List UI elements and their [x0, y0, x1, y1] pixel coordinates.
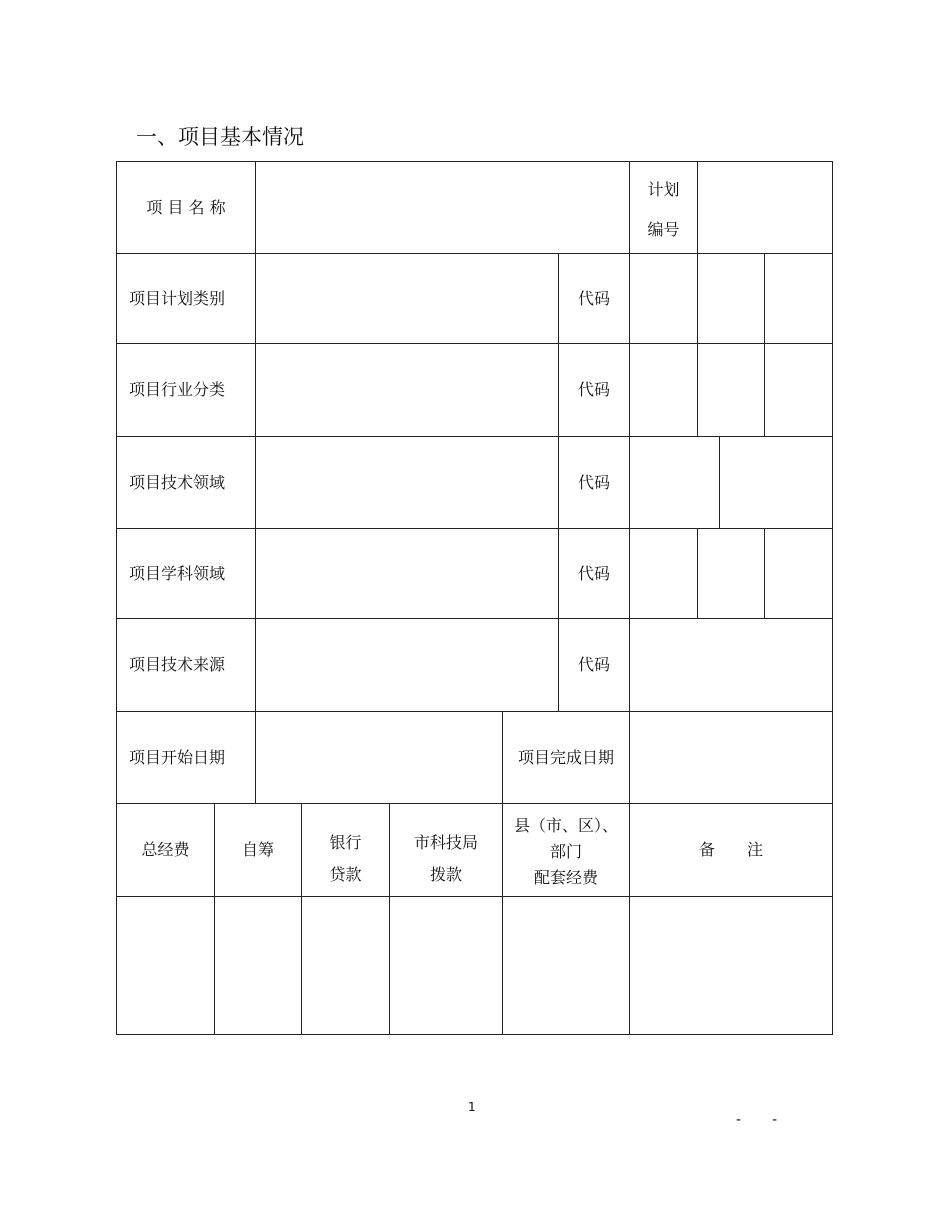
discipline-code-3[interactable]	[764, 528, 833, 619]
footer-dash-left: -	[736, 1112, 742, 1128]
tech-source-label: 项目技术来源	[116, 618, 256, 712]
bank-loan-label-line1: 银行	[329, 833, 362, 852]
industry-code-label: 代码	[558, 343, 630, 437]
plan-category-code-3[interactable]	[764, 253, 833, 344]
industry-field[interactable]	[255, 343, 559, 437]
plan-number-label	[629, 161, 698, 254]
section-title: 一、项目基本情况	[136, 125, 304, 149]
tech-domain-code-label: 代码	[558, 436, 630, 529]
total-funding-field[interactable]	[116, 896, 215, 1035]
discipline-field[interactable]	[255, 528, 559, 619]
plan-category-label: 项目计划类别	[116, 253, 256, 344]
start-date-field[interactable]	[255, 711, 503, 804]
plan-category-code-label: 代码	[558, 253, 630, 344]
self-funding-label: 自筹	[214, 803, 302, 897]
county-funding-field[interactable]	[502, 896, 630, 1035]
county-funding-label-line2: 部门	[549, 842, 582, 861]
end-date-field[interactable]	[629, 711, 833, 804]
plan-category-field[interactable]	[255, 253, 559, 344]
plan-category-code-2[interactable]	[697, 253, 765, 344]
discipline-label: 项目学科领域	[116, 528, 256, 619]
industry-code-1[interactable]	[629, 343, 698, 437]
total-funding-label: 总经费	[116, 803, 215, 897]
county-funding-label-line1: 县（市、区）、	[513, 816, 618, 835]
plan-number-label-line1: 计划	[647, 180, 680, 199]
tech-domain-code-1[interactable]	[629, 436, 720, 529]
discipline-code-label: 代码	[558, 528, 630, 619]
tech-source-code[interactable]	[629, 618, 833, 712]
bank-loan-field[interactable]	[301, 896, 390, 1035]
city-grant-label-line2: 拨款	[429, 865, 462, 884]
tech-domain-field[interactable]	[255, 436, 559, 529]
end-date-label: 项目完成日期	[502, 711, 630, 804]
industry-label: 项目行业分类	[116, 343, 256, 437]
county-funding-label	[502, 803, 630, 897]
city-grant-label	[389, 803, 503, 897]
plan-number-label-line2: 编号	[647, 220, 680, 239]
tech-source-code-label: 代码	[558, 618, 630, 712]
project-name-label: 项 目 名 称	[116, 161, 256, 254]
page-number: 1	[468, 1100, 476, 1114]
start-date-label: 项目开始日期	[116, 711, 256, 804]
bank-loan-label-line2: 贷款	[329, 865, 362, 884]
bank-loan-label	[301, 803, 390, 897]
industry-code-2[interactable]	[697, 343, 765, 437]
discipline-code-2[interactable]	[697, 528, 765, 619]
project-name-field[interactable]	[255, 161, 630, 254]
self-funding-field[interactable]	[214, 896, 302, 1035]
county-funding-label-line3: 配套经费	[533, 868, 598, 887]
plan-category-code-1[interactable]	[629, 253, 698, 344]
discipline-code-1[interactable]	[629, 528, 698, 619]
plan-number-field[interactable]	[697, 161, 833, 254]
industry-code-3[interactable]	[764, 343, 833, 437]
footer-dash-right: -	[772, 1112, 778, 1128]
remarks-field[interactable]	[629, 896, 833, 1035]
tech-source-field[interactable]	[255, 618, 559, 712]
tech-domain-label: 项目技术领域	[116, 436, 256, 529]
city-grant-label-line1: 市科技局	[413, 833, 478, 852]
remarks-label: 备 注	[629, 803, 833, 897]
tech-domain-code-2[interactable]	[719, 436, 833, 529]
city-grant-field[interactable]	[389, 896, 503, 1035]
